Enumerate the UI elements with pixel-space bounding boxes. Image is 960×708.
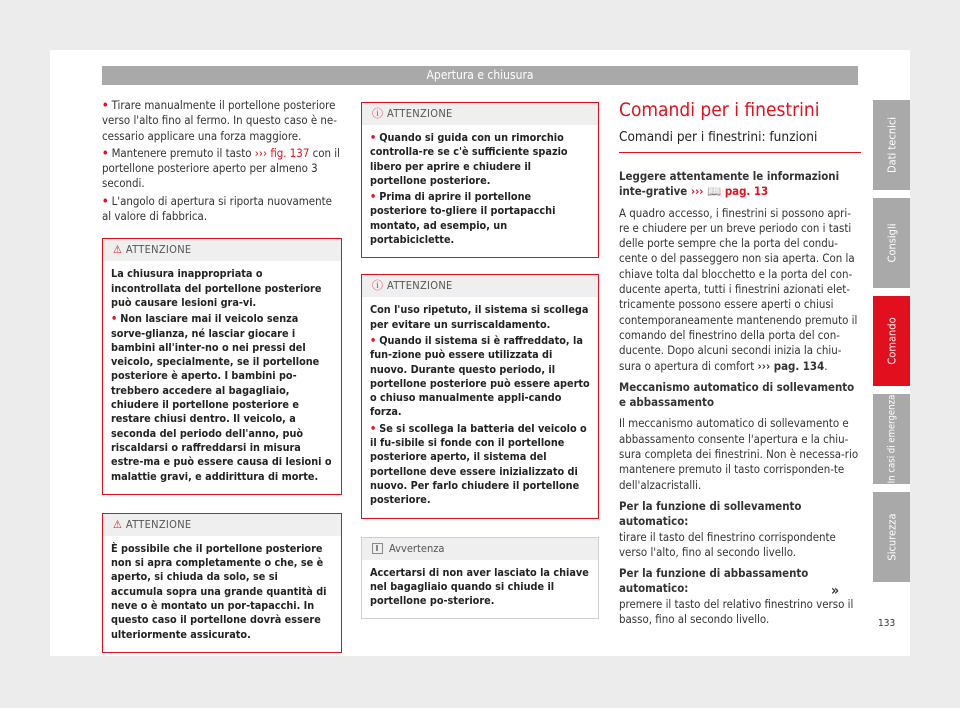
list-item: • L'angolo di apertura si riporta nuovamente al valore di fabbrica. [102,193,332,224]
warning-box: ⓘ ATTENZIONE Con l'uso ripetuto, il sistema si scollega per evitare un surriscaldamento. • Quando il sistema si è raffreddato, la fun-zione può essere utilizzata di nuovo. Durante questo periodo, il portellone posteriore può essere aperto o chiuso manualmente appli-cando forza. • Se si scollega la batteria del veicolo o il fu-sibile si fonde con il portellone posteriore aperto, il sistema del portellone deve essere inizializzato di nuovo. Per farlo chiudere il portellone posteriore. [361,274,599,518]
warning-box: ⚠ ATTENZIONE È possibile che il portellone posteriore non si apra completamente o che, se è aperto, si chiuda da solo, se si accumula sopra una grande quantità di neve o è montato un por-tapacchi. In questo caso il portellone dovrà essere ulteriormente assicurato. [102,513,342,653]
tab-emergenza[interactable]: In casi di emergenza [873,394,910,484]
warning-header: ⚠ ATTENZIONE [103,514,341,536]
warning-icon: ⚠ [113,517,122,531]
section-subtitle: Comandi per i finestrini: funzioni [619,128,861,153]
info-icon [372,543,383,554]
tab-consigli[interactable]: Consigli [873,198,910,288]
tab-comando[interactable]: Comando [873,296,910,386]
bullet-icon: • [102,98,109,112]
note-box: Avvertenza Accertarsi di non aver lasciato la chiave nel bagagliaio quando si chiude il portellone po-steriore. [361,537,599,620]
warning-box: ⚠ ATTENZIONE La chiusura inappropriata o incontrollata del portellone posteriore può causare lesioni gra-vi. • Non lasciare mai il veicolo senza sorve-glianza, né lasciar giocare i bambini all'inter-no o nei pressi del veicolo, specialmente, se il portellone posteriore è aperto. I bambini po-trebbero accedere al bagagliaio, chiudere il portellone posteriore e restare chiusi dentro. Il veicolo, a seconda del periodo dell'anno, può riscaldarsi o raffreddarsi in misura estre-ma e può essere causa di lesioni o malattie gravi, e addirittura di morte. [102,238,342,494]
page-number: 133 [878,618,896,629]
list-item: • Mantenere premuto il tasto ››› fig. 137 con il portellone posteriore aperto per almeno 3 secondi. [102,145,340,191]
page-link[interactable]: ››› pag. 134 [757,358,825,373]
figure-link[interactable]: ››› fig. 137 [254,145,310,160]
section-title: Comandi per i finestrini [619,99,820,121]
bullet-icon: • [370,333,377,347]
warning-header: ⚠ ATTENZIONE [103,239,341,261]
warning-header: ⓘ ATTENZIONE [362,103,598,125]
page-header: Apertura e chiusura [102,66,858,85]
continue-mark: » [831,583,840,599]
bullet-icon: • [370,190,377,204]
bullet-icon: • [111,312,118,326]
tab-dati-tecnici[interactable]: Dati tecnici [873,100,910,190]
bullet-icon: • [102,145,109,160]
page-link[interactable]: ››› 📖 pag. 13 [690,184,769,199]
subheading: Meccanismo automatico di sollevamento e abbassamento [619,379,855,410]
bullet-icon: • [370,421,377,435]
tab-sicurezza[interactable]: Sicurezza [873,492,910,582]
warning-icon: ⚠ [113,243,122,257]
bullet-icon: • [370,131,377,144]
column-2 [361,98,599,619]
caution-icon: ⓘ [372,107,383,120]
caution-icon: ⓘ [372,279,383,293]
warning-header: ⓘ ATTENZIONE [362,275,598,297]
bullet-icon: • [102,193,109,208]
list-item: • Tirare manualmente il portellone posteriore verso l'alto fino al fermo. In questo caso è ne-cessario applicare una forza maggiore. [102,98,337,143]
column-1 [102,98,342,653]
note-header: Avvertenza [362,538,598,560]
column-3: Comandi per i finestrini Comandi per i finestrini: funzioni Leggere attentamente le informazioni inte-grative ››› 📖 pag. 13 A quadro accesso, i finestrini si possono apri-re e chiudere per un breve periodo con i tasti delle porte sempre che la porta del condu-cente o del passeggero non sia aperta. Con la chiave tolta dal blocchetto e la porta del con-ducente aperta, tutti i finestrini azionati elet-tricamente possono essere aperti o chiusi contemporaneamente mantenendo premuto il comando del finestrino della porta del con-ducente. Dopo alcuni secondi inizia la chiu-sura o apertura di comfort ››› pag. 134. Meccanismo automatico di sollevamento e abbassamento Il meccanismo automatico di sollevamento e abbassamento consente l'apertura e la chiu-sura completa dei finestrini. Non è necessa-rio mantenere premuto il tasto corrisponden-te dell'alzacristalli. Per la funzione di sollevamento automatico: tirare il tasto del finestrino corrispondente verso l'alto, fino al secondo livello. Per la funzione di abbassamento automatico: premere il tasto del relativo finestrino verso il basso, fino al secondo livello. [619,98,861,633]
warning-box: ⓘ ATTENZIONE • Quando si guida con un rimorchio controlla-re se c'è sufficiente spazio libero per aprire e chiudere il portellone posteriore. • Prima di aprire il portellone posteriore to-gliere il portapacchi montato, ad esempio, un portabiciclette. [361,102,599,258]
